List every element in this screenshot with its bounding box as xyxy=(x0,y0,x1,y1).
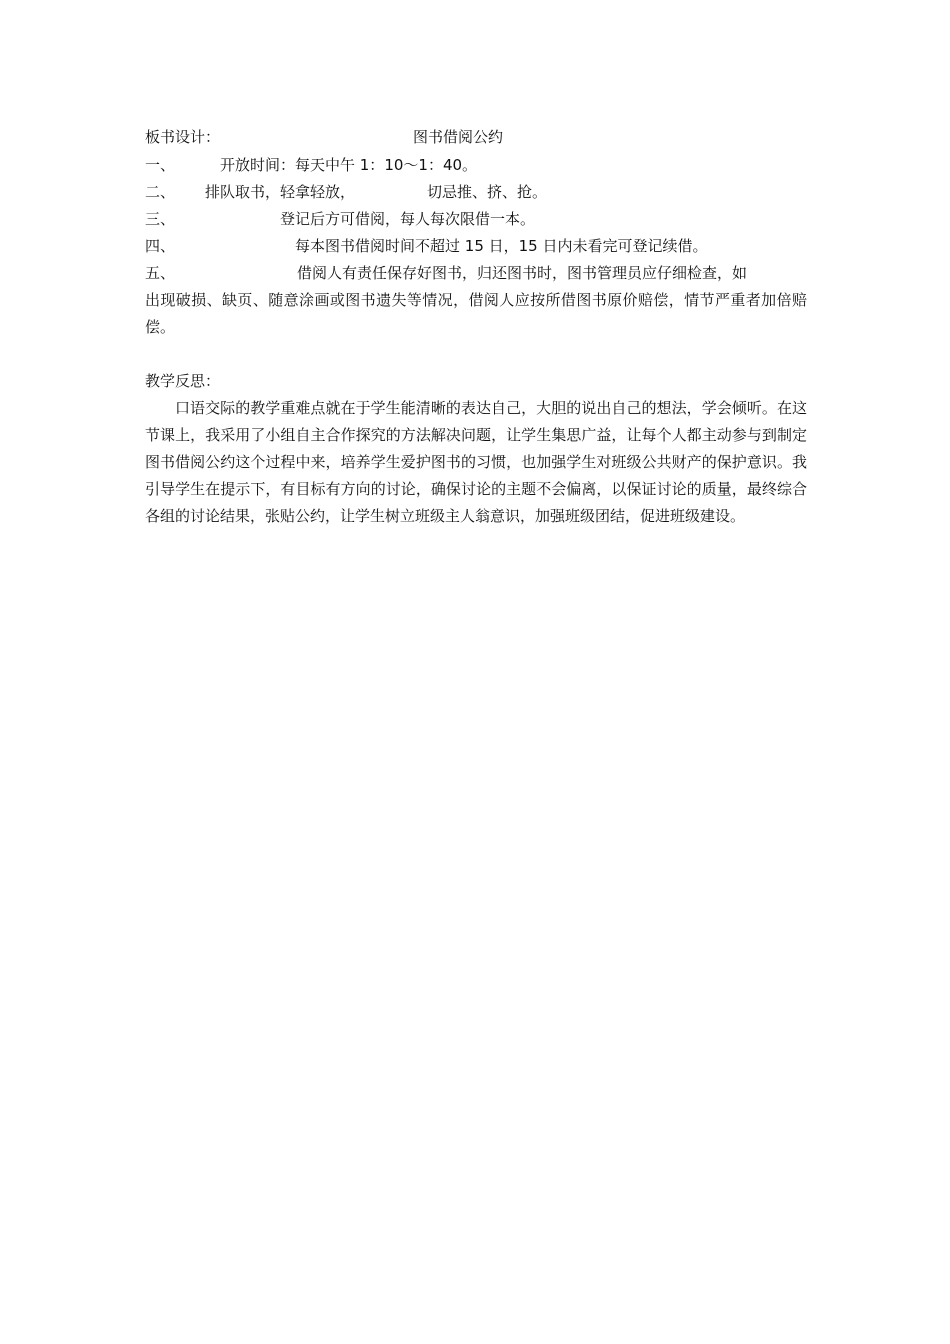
clause-number: 四、 xyxy=(145,237,176,255)
clause-4 xyxy=(145,233,807,260)
clause-5-continuation: 出现破损、缺页、随意涂画或图书遗失等情况，借阅人应按所借图书原价赔偿，情节严重者加倍赔偿。 xyxy=(145,291,807,336)
clause-text-first-line: 借阅人有责任保存好图书，归还图书时，图书管理员应仔细检查，如 xyxy=(297,264,748,282)
clause-5 xyxy=(145,260,807,287)
board-label: 板书设计： xyxy=(145,128,221,146)
clause-text: 开放时间：每天中午 1：10～1：40。 xyxy=(220,156,478,174)
clause-text: 每本图书借阅时间不超过 15 日，15 日内未看完可登记续借。 xyxy=(295,237,708,255)
clause-text-part-a: 排队取书，轻拿轻放， xyxy=(205,183,356,201)
clause-number: 三、 xyxy=(145,210,176,228)
board-title: 图书借阅公约 xyxy=(413,128,504,146)
clause-number: 一、 xyxy=(145,156,176,174)
clause-3 xyxy=(145,206,807,233)
board-heading-line xyxy=(145,124,807,152)
clause-number: 五、 xyxy=(145,264,176,282)
clause-2 xyxy=(145,179,807,206)
reflection-label: 教学反思： xyxy=(145,372,221,390)
reflection-heading xyxy=(145,368,807,395)
clause-1 xyxy=(145,152,807,179)
reflection-paragraph: 口语交际的教学重难点就在于学生能清晰的表达自己，大胆的说出自己的想法，学会倾听。在这节课上，我采用了小组自主合作探究的方法解决问题，让学生集思广益，让每个人都主动参与到制定图书借阅公约这个过程中来，培养学生爱护图书的习惯，也加强学生对班级公共财产的保护意识。我引导学生在提示下，有目标有方向的讨论，确保讨论的主题不会偏离，以保证讨论的质量，最终综合各组的讨论结果，张贴公约，让学生树立班级主人翁意识，加强班级团结，促进班级建设。 xyxy=(145,399,807,525)
clause-number: 二、 xyxy=(145,183,176,201)
clause-text-part-b: 切忌推、挤、抢。 xyxy=(427,183,548,201)
section-spacer xyxy=(145,341,807,368)
document-content xyxy=(145,124,807,530)
clause-text: 登记后方可借阅，每人每次限借一本。 xyxy=(280,210,536,228)
